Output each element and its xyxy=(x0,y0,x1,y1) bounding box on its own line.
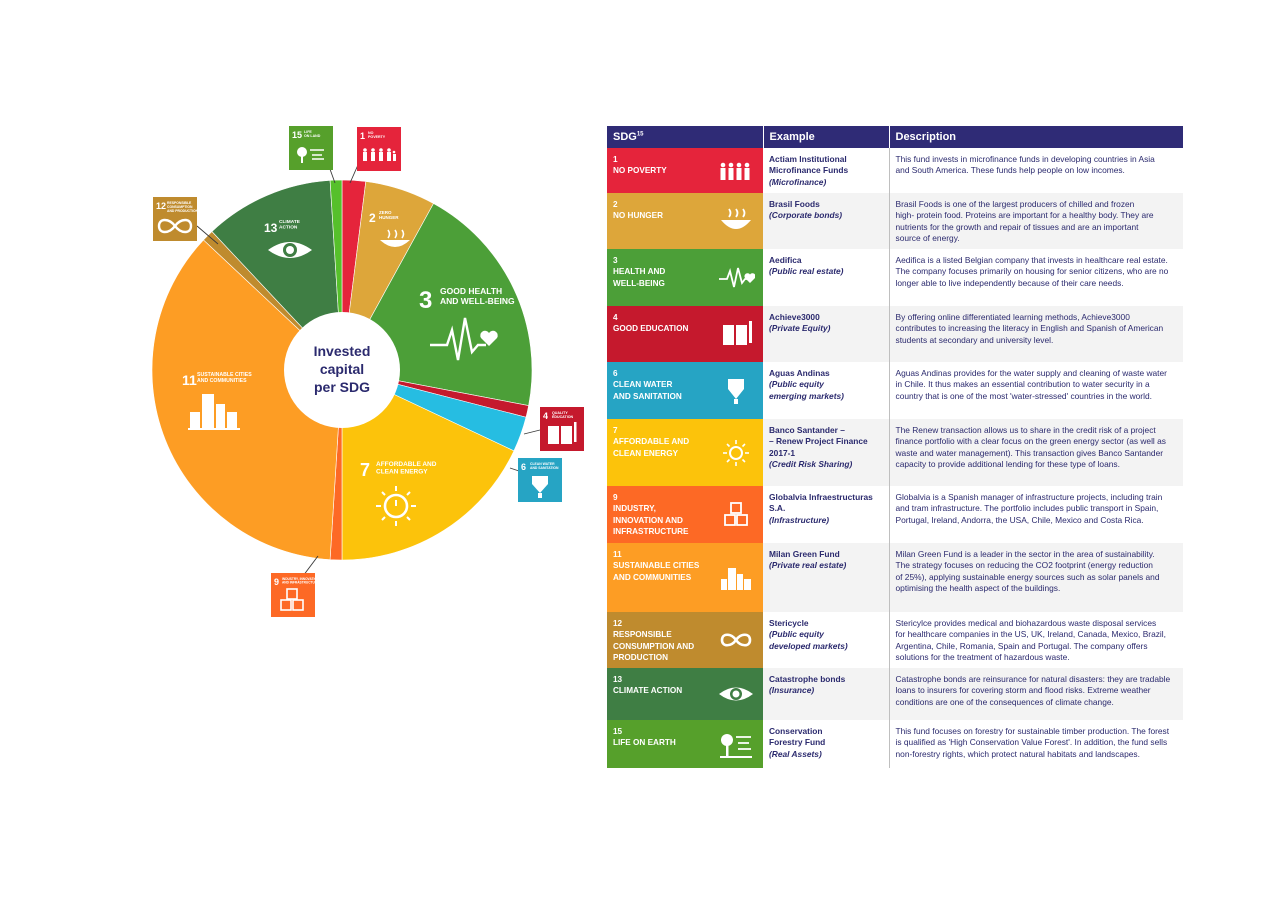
example-type: (Real Assets) xyxy=(769,748,822,759)
svg-text:RESPONSIBLECONSUMPTIONAND PROD: RESPONSIBLE CONSUMPTION AND PRODUCTION xyxy=(167,201,199,213)
sdg-number: 7 xyxy=(613,426,618,435)
example-cell xyxy=(763,362,889,419)
sdg-name: SUSTAINABLE CITIES AND COMMUNITIES xyxy=(613,561,700,582)
example-type: (Private real estate) xyxy=(769,560,847,571)
heartbeat-icon xyxy=(717,263,755,293)
sdg-name: AFFORDABLE AND CLEAN ENERGY xyxy=(613,437,690,458)
cubes-icon xyxy=(717,500,755,530)
table-row-sdg-6 xyxy=(607,362,1183,419)
sdg-cell xyxy=(607,486,763,543)
center-label-line-2: capital xyxy=(319,361,365,377)
example-type: (Public equity emerging markets) xyxy=(769,379,844,401)
example-name: Globalvia Infraestructuras S.A. xyxy=(769,492,873,514)
example-name: Stericycle xyxy=(769,618,809,628)
sdg-cell xyxy=(607,362,763,419)
sdg-cell xyxy=(607,612,763,668)
table-row-sdg-12 xyxy=(607,612,1183,668)
sdg-cell xyxy=(607,306,763,362)
description-text: By offering online differentiated learning methods, Achieve3000 contributes to increasing the literacy in English and Spanish of American students at secondary and university level. xyxy=(895,312,1164,345)
example-cell xyxy=(763,419,889,486)
callout-sdg-1 xyxy=(357,127,401,171)
sdg-name: HEALTH AND WELL-BEING xyxy=(613,267,666,288)
example-name: Achieve3000 xyxy=(769,312,820,322)
example-name: Brasil Foods xyxy=(769,199,820,209)
book-icon xyxy=(717,319,755,349)
svg-text:CLEAN WATERAND SANITATION: CLEAN WATER AND SANITATION xyxy=(530,462,559,470)
example-cell xyxy=(763,486,889,543)
sdg-donut-chart xyxy=(0,0,600,905)
sdg-name: RESPONSIBLE CONSUMPTION AND PRODUCTION xyxy=(613,630,695,663)
sdg-name: CLEAN WATER AND SANITATION xyxy=(613,380,682,401)
example-type: (Infrastructure) xyxy=(769,514,830,525)
sdg-cell xyxy=(607,148,763,193)
example-cell xyxy=(763,543,889,612)
center-label-line-3: per SDG xyxy=(313,379,371,395)
svg-text:12: 12 xyxy=(156,201,167,211)
sdg-number: 15 xyxy=(613,727,623,736)
description-cell xyxy=(889,306,1183,362)
table-row-sdg-7 xyxy=(607,419,1183,486)
table-row-sdg-9 xyxy=(607,486,1183,543)
callout-sdg-9 xyxy=(271,573,320,617)
svg-text:13: 13 xyxy=(264,221,278,235)
sdg-number: 11 xyxy=(613,550,622,559)
callout-sdg-4 xyxy=(540,407,584,451)
svg-text:AFFORDABLE ANDCLEAN ENERGY: AFFORDABLE AND CLEAN ENERGY xyxy=(376,461,437,476)
description-text: This fund invests in microfinance funds in developing countries in Asia and South America. These funds help people on low incomes. xyxy=(895,154,1155,176)
water-icon xyxy=(717,376,755,406)
svg-text:ZEROHUNGER: ZERO HUNGER xyxy=(379,210,399,221)
city-icon xyxy=(717,563,755,593)
svg-text:9: 9 xyxy=(274,577,280,587)
sdg-name: INDUSTRY, INNOVATION AND INFRASTRUCTURE xyxy=(613,504,689,537)
sun-icon xyxy=(717,438,755,468)
sdg-number: 12 xyxy=(613,619,623,628)
svg-text:7: 7 xyxy=(360,460,371,480)
table-row-sdg-3 xyxy=(607,249,1183,306)
description-text: Catastrophe bonds are reinsurance for natural disasters: they are tradable loans to insurers for covering storm and flood risks. Extreme weather conditions are one of the consequences of climate change. xyxy=(895,674,1171,707)
description-cell xyxy=(889,193,1183,249)
sdg-number: 2 xyxy=(613,200,618,209)
sdg-number: 13 xyxy=(613,675,623,684)
table-row-sdg-4 xyxy=(607,306,1183,362)
sdg-number: 6 xyxy=(613,369,618,378)
header-description: Description xyxy=(889,126,1183,148)
table-row-sdg-13 xyxy=(607,668,1183,720)
example-cell xyxy=(763,193,889,249)
svg-text:15: 15 xyxy=(292,130,303,140)
description-text: Aguas Andinas provides for the water supply and cleaning of waste water in Chile. It thus makes an essential contribution to water security in a country that is one of the most 'water-stressed' countries in the world. xyxy=(895,368,1167,401)
svg-text:INDUSTRY, INNOVATIONAND INFRAS: INDUSTRY, INNOVATION AND INFRASTRUCTURE xyxy=(282,577,320,585)
description-text: The Renew transaction allows us to share in the credit risk of a project finance portfolio with a clear focus on the green energy sector (as well as waste and water management). This transaction gives Banco Santander capacity to provide additional lending for these type of loans. xyxy=(895,425,1166,470)
svg-text:6: 6 xyxy=(521,462,527,472)
example-name: Banco Santander – – Renew Project Finance 2017-1 xyxy=(769,425,868,458)
example-cell xyxy=(763,249,889,306)
sdg-name: NO HUNGER xyxy=(613,211,664,221)
sdg-number: 1 xyxy=(613,155,618,164)
callout-sdg-12 xyxy=(153,197,199,241)
header-sdg: SDG$^{15}$ xyxy=(607,126,763,148)
sdg-name: LIFE ON EARTH xyxy=(613,738,676,748)
table-row-sdg-1 xyxy=(607,148,1183,193)
sdg-cell xyxy=(607,543,763,612)
example-type: (Private Equity) xyxy=(769,323,831,334)
description-cell xyxy=(889,148,1183,193)
example-name: Aguas Andinas xyxy=(769,368,830,378)
table-row-sdg-15 xyxy=(607,720,1183,768)
svg-text:LIFEON LAND: LIFE ON LAND xyxy=(304,130,321,139)
tree-icon xyxy=(717,729,755,759)
svg-text:QUALITYEDUCATION: QUALITY EDUCATION xyxy=(552,411,574,420)
sdg-number: 3 xyxy=(613,256,618,265)
example-name: Actiam Institutional Microfinance Funds xyxy=(769,154,849,176)
svg-text:2: 2 xyxy=(369,211,376,225)
callout-sdg-15 xyxy=(289,126,333,170)
description-text: Brasil Foods is one of the largest producers of chilled and frozen high- protein food. Proteins are important for a healthy body. They are nutrients for the growth and repair of tissues and are an important source of energy. xyxy=(895,199,1154,244)
svg-text:GOOD HEALTHAND WELL-BEING: GOOD HEALTH AND WELL-BEING xyxy=(440,286,515,306)
infinity-icon xyxy=(717,625,755,655)
example-cell xyxy=(763,668,889,720)
example-type: (Insurance) xyxy=(769,685,815,696)
example-type: (Public equity developed markets) xyxy=(769,629,848,651)
svg-text:1: 1 xyxy=(360,131,366,141)
svg-text:4: 4 xyxy=(543,411,549,421)
eye-icon xyxy=(717,679,755,709)
svg-text:NOPOVERTY: NO POVERTY xyxy=(368,131,386,140)
example-name: Catastrophe bonds xyxy=(769,674,846,684)
sdg-name: GOOD EDUCATION xyxy=(613,324,689,334)
description-text: This fund focuses on forestry for sustainable timber production. The forest is qualified as 'High Conservation Value Forest'. In addition, the fund sells non-forestry rights, which protect natural habitats and landscapes. xyxy=(895,726,1170,759)
description-text: Aedifica is a listed Belgian company that invests in healthcare real estate. The company focuses primarily on housing for senior citizens, who are no longer able to live independently because of their care needs. xyxy=(895,255,1169,288)
example-cell xyxy=(763,612,889,668)
table-header-row xyxy=(607,126,1183,148)
sdg-cell xyxy=(607,668,763,720)
table-row-sdg-2 xyxy=(607,193,1183,249)
svg-text:3: 3 xyxy=(419,287,433,314)
description-text: Milan Green Fund is a leader in the sector in the area of sustainability. The strategy focuses on reducing the CO2 footprint (energy reduction of 25%), applying sustainable energy sources such as solar panels and optimising the health aspect of the buildings. xyxy=(895,549,1160,594)
sdg-number: 9 xyxy=(613,493,618,502)
example-cell xyxy=(763,720,889,768)
example-cell xyxy=(763,148,889,193)
sdg-examples-table xyxy=(607,126,1183,768)
sdg-name: CLIMATE ACTION xyxy=(613,686,683,696)
description-text: Stericylce provides medical and biohazardous waste disposal services for healthcare companies in the US, UK, Ireland, Canada, Mexico, Brazil, Argentina, Chile, Romania, Spain and Portugal. The company offers solutions for the treatment of hazardous waste. xyxy=(895,618,1166,663)
description-cell xyxy=(889,668,1183,720)
description-cell xyxy=(889,486,1183,543)
svg-text:CLIMATEACTION: CLIMATE ACTION xyxy=(279,220,300,231)
sdg-name: NO POVERTY xyxy=(613,166,667,176)
center-label-line-1: Invested xyxy=(313,343,371,359)
example-name: Milan Green Fund xyxy=(769,549,840,559)
svg-text:SUSTAINABLE CITIESAND COMMUNIT: SUSTAINABLE CITIES AND COMMUNITIES xyxy=(197,372,252,384)
people-icon xyxy=(717,156,755,186)
description-cell xyxy=(889,362,1183,419)
bowl-icon xyxy=(717,206,755,236)
description-cell xyxy=(889,419,1183,486)
description-text: Globalvia is a Spanish manager of infrastructure projects, including train and tram infrastructure. The portfolio includes public transport in Spain, Portugal, Ireland, Andorra, the USA, Chile, Mexico and Costa Rica. xyxy=(895,492,1163,525)
example-type: (Credit Risk Sharing) xyxy=(769,459,853,470)
sdg-number: 4 xyxy=(613,313,618,322)
svg-text:11: 11 xyxy=(182,372,197,388)
sdg-cell xyxy=(607,193,763,249)
description-cell xyxy=(889,612,1183,668)
callout-sdg-6 xyxy=(518,458,562,502)
example-type: (Corporate bonds) xyxy=(769,210,843,221)
description-cell xyxy=(889,720,1183,768)
table-row-sdg-11 xyxy=(607,543,1183,612)
example-cell xyxy=(763,306,889,362)
sdg-cell xyxy=(607,720,763,768)
example-type: (Microfinance) xyxy=(769,176,827,187)
example-name: Aedifica xyxy=(769,255,802,265)
sdg-cell xyxy=(607,419,763,486)
description-cell xyxy=(889,543,1183,612)
sdg-cell xyxy=(607,249,763,306)
example-type: (Public real estate) xyxy=(769,266,844,277)
example-name: Conservation Forestry Fund xyxy=(769,726,826,748)
header-example: Example xyxy=(763,126,889,148)
description-cell xyxy=(889,249,1183,306)
